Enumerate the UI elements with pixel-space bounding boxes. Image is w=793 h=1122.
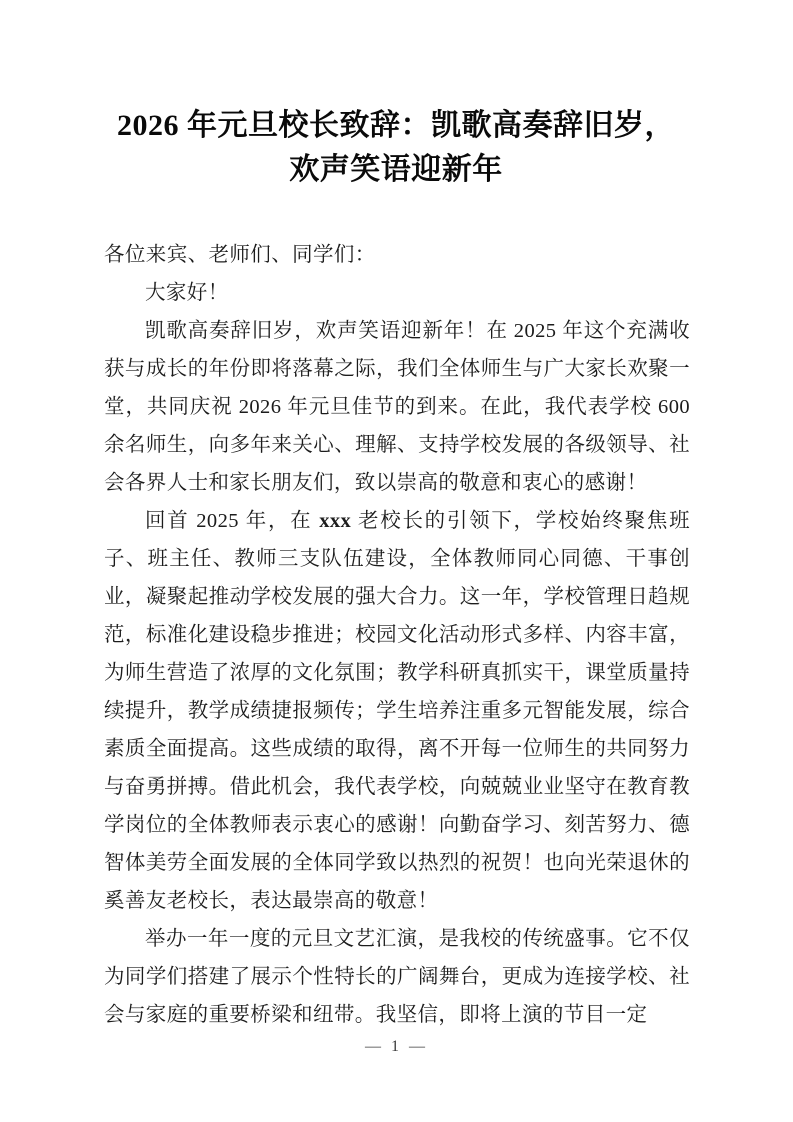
page-number: — 1 — (365, 1038, 428, 1055)
review-text-before: 回首 2025 年，在 (145, 510, 320, 532)
paragraph-salutation: 各位来宾、老师们、同学们： (104, 244, 376, 266)
review-bold-name: xxx (319, 510, 352, 532)
review-text-after: 老校长的引领下，学校始终聚焦班子、班主任、教师三支队伍建设，全体教师同心同德、干事创业，凝聚起推动学校发展的强大合力。这一年，学校管理日趋规范，标准化建设稳步推进；校园文化活动形式多样、内容丰富，为师生营造了浓厚的文化氛围；教学科研真抓实干，课堂质量持续提升，教学成绩捷报频传；学生培养注重多元智能发展，综合素质全面提高。这些成绩的取得，离不开每一位师生的共同努力与奋勇拼搏。借此机会，我代表学校，向兢兢业业坚守在教育教学岗位的全体教师表示衷心的感谢！向勤奋学习、刻苦努力、德智体美劳全面发展的全体同学致以热烈的祝贺！也向光荣退休的奚善友老校长，表达最崇高的敬意！ (104, 510, 690, 912)
page-title-line-1: 2026 年元旦校长致辞：凯歌高奏辞旧岁， (117, 109, 675, 142)
document-body (104, 236, 690, 1034)
paragraph-opening: 凯歌高奏辞旧岁，欢声笑语迎新年！在 2025 年这个充满收获与成长的年份即将落幕之际，我们全体师生与广大家长欢聚一堂，共同庆祝 2026 年元旦佳节的到来。在此，我代表学校 600 余名师生，向多年来关心、理解、支持学校发展的各级领导、社会各界人士和家长朋友们，致以崇高的敬意和衷心的感谢！ (104, 320, 690, 494)
page-title-line-2: 欢声笑语迎新年 (289, 153, 503, 186)
paragraph-gala: 举办一年一度的元旦文艺汇演，是我校的传统盛事。它不仅为同学们搭建了展示个性特长的广阔舞台，更成为连接学校、社会与家庭的重要桥梁和纽带。我坚信，即将上演的节目一定 (104, 928, 690, 1026)
page-footer (0, 1038, 793, 1056)
paragraph-review (104, 502, 690, 920)
page-title (96, 104, 696, 192)
paragraph-greeting: 大家好！ (145, 282, 229, 304)
